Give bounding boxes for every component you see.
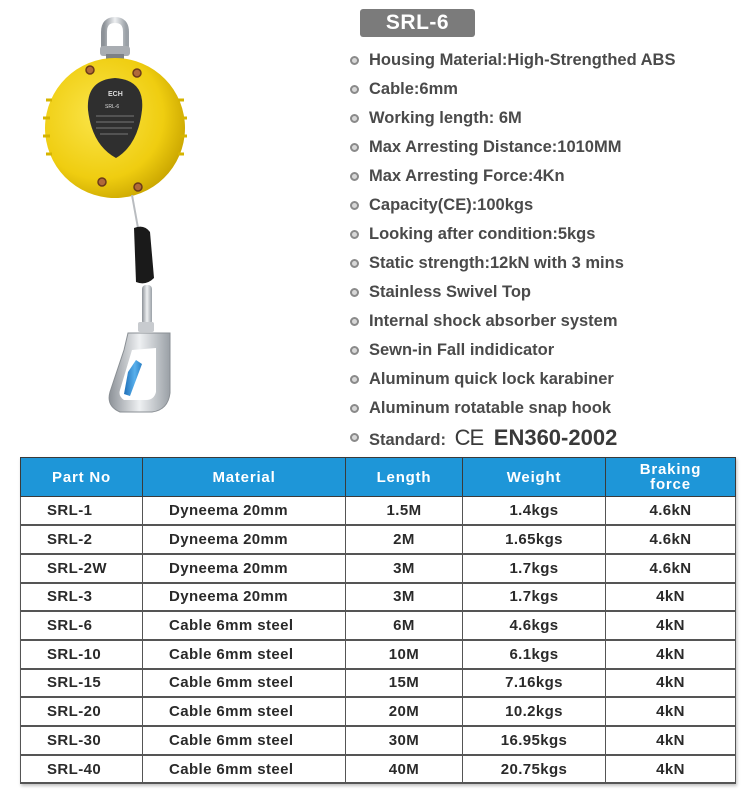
bullet-icon (350, 85, 359, 94)
table-header-row (21, 458, 736, 497)
header-weight: Weight (463, 458, 606, 497)
spec-item: Looking after condition:5kgs (348, 220, 748, 249)
bullet-icon (350, 114, 359, 123)
spec-item: Aluminum quick lock karabiner (348, 365, 748, 394)
spec-item-standard: Standard: CE EN360-2002 (348, 423, 748, 452)
cable-icon (132, 195, 138, 228)
spec-item: Working length: 6M (348, 104, 748, 133)
spec-item: Capacity(CE):100kgs (348, 191, 748, 220)
table-row: SRL-15 Cable 6mm steel 15M 7.16kgs 4kN (21, 669, 736, 698)
table-row: SRL-6 Cable 6mm steel 6M 4.6kgs 4kN (21, 611, 736, 640)
bullet-icon (350, 317, 359, 326)
table-row: SRL-2 Dyneema 20mm 2M 1.65kgs 4.6kN (21, 525, 736, 554)
spec-item: Stainless Swivel Top (348, 278, 748, 307)
bullet-icon (350, 433, 359, 442)
table-row: SRL-20 Cable 6mm steel 20M 10.2kgs 4kN (21, 697, 736, 726)
spec-item: Aluminum rotatable snap hook (348, 394, 748, 423)
snap-hook-icon (109, 333, 170, 412)
swivel-top-icon (100, 20, 130, 62)
standard-value: EN360-2002 (493, 425, 618, 450)
housing-icon (39, 52, 191, 204)
bullet-icon (350, 288, 359, 297)
table-row: SRL-2W Dyneema 20mm 3M 1.7kgs 4.6kN (21, 554, 736, 583)
bullet-icon (350, 375, 359, 384)
spec-item: Cable:6mm (348, 75, 748, 104)
sleeve-icon (134, 227, 154, 284)
table-row: SRL-3 Dyneema 20mm 3M 1.7kgs 4kN (21, 583, 736, 612)
table-row: SRL-10 Cable 6mm steel 10M 6.1kgs 4kN (21, 640, 736, 669)
spec-item: Max Arresting Force:4Kn (348, 162, 748, 191)
spec-list (348, 46, 748, 452)
bullet-icon (350, 172, 359, 181)
model-badge: SRL-6 (360, 9, 475, 37)
bullet-icon (350, 56, 359, 65)
bullet-icon (350, 404, 359, 413)
table-row: SRL-1 Dyneema 20mm 1.5M 1.4kgs 4.6kN (21, 497, 736, 526)
table-row: SRL-30 Cable 6mm steel 30M 16.95kgs 4kN (21, 726, 736, 755)
ce-mark-icon: CE (454, 425, 484, 450)
header-material: Material (143, 458, 346, 497)
product-image (20, 0, 230, 440)
bullet-icon (350, 201, 359, 210)
spec-item: Internal shock absorber system (348, 307, 748, 336)
bullet-icon (350, 230, 359, 239)
svg-text:SRL-6: SRL-6 (105, 104, 120, 110)
header-length: Length (346, 458, 463, 497)
bullet-icon (350, 259, 359, 268)
spec-item: Housing Material:High-Strengthed ABS (348, 46, 748, 75)
header-braking-force: Braking force (606, 458, 736, 497)
bullet-icon (350, 143, 359, 152)
bullet-icon (350, 346, 359, 355)
spec-item: Static strength:12kN with 3 mins (348, 249, 748, 278)
spec-table (20, 457, 736, 784)
spec-item: Max Arresting Distance:1010MM (348, 133, 748, 162)
table-row: SRL-40 Cable 6mm steel 40M 20.75kgs 4kN (21, 755, 736, 784)
spec-item: Sewn-in Fall indidicator (348, 336, 748, 365)
svg-text:ECH: ECH (108, 91, 123, 98)
header-part-no: Part No (21, 458, 143, 497)
